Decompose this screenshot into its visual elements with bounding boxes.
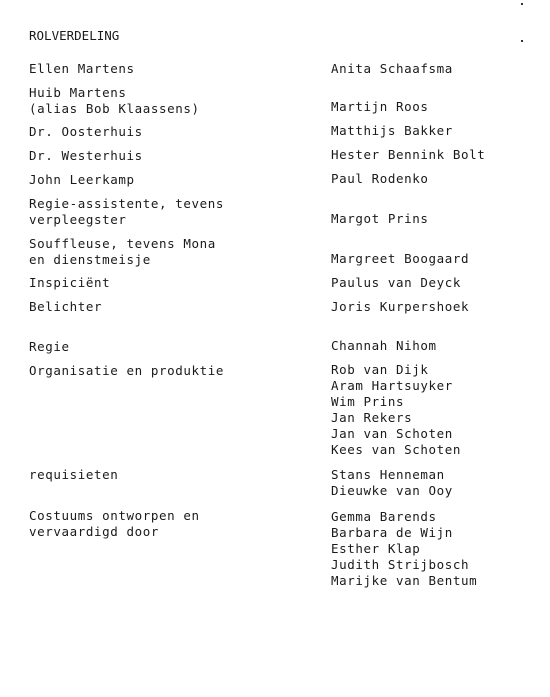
actor-name: Paulus van Deyck	[331, 275, 462, 290]
role-label: Dr. Westerhuis	[29, 148, 143, 163]
role-label: requisieten	[29, 467, 119, 482]
role-label: Costuums ontworpen en vervaardigd door	[29, 508, 200, 539]
role-label: Huib Martens (alias Bob Klaassens)	[29, 85, 200, 116]
actor-name: Anita Schaafsma	[331, 61, 453, 76]
actor-name: Martijn Roos	[331, 99, 429, 114]
actor-name: Rob van Dijk Aram Hartsuyker Wim Prins Jan Rekers Jan van Schoten Kees van Schoten	[331, 362, 462, 457]
actor-name: Margot Prins	[331, 211, 429, 226]
role-label: Organisatie en produktie	[29, 363, 225, 378]
scan-mark	[521, 3, 523, 5]
actor-name: Hester Bennink Bolt	[331, 147, 486, 162]
role-label: Regie-assistente, tevens verpleegster	[29, 196, 225, 227]
actor-name: Stans Henneman Dieuwke van Ooy	[331, 467, 453, 498]
actor-name: Joris Kurpershoek	[331, 299, 470, 314]
scan-mark	[521, 40, 523, 42]
page-heading: ROLVERDELING	[29, 28, 120, 43]
actor-name: Matthijs Bakker	[331, 123, 453, 138]
role-label: John Leerkamp	[29, 172, 135, 187]
actor-name: Margreet Boogaard	[331, 251, 470, 266]
role-label: Regie	[29, 339, 70, 354]
actor-name: Channah Nihom	[331, 338, 437, 353]
actor-name: Paul Rodenko	[331, 171, 429, 186]
role-label: Inspiciënt	[29, 275, 111, 290]
actor-name: Gemma Barends Barbara de Wijn Esther Klap Judith Strijbosch Marijke van Bentum	[331, 509, 478, 588]
role-label: Ellen Martens	[29, 61, 135, 76]
role-label: Dr. Oosterhuis	[29, 124, 143, 139]
role-label: Belichter	[29, 299, 103, 314]
role-label: Souffleuse, tevens Mona en dienstmeisje	[29, 236, 216, 267]
